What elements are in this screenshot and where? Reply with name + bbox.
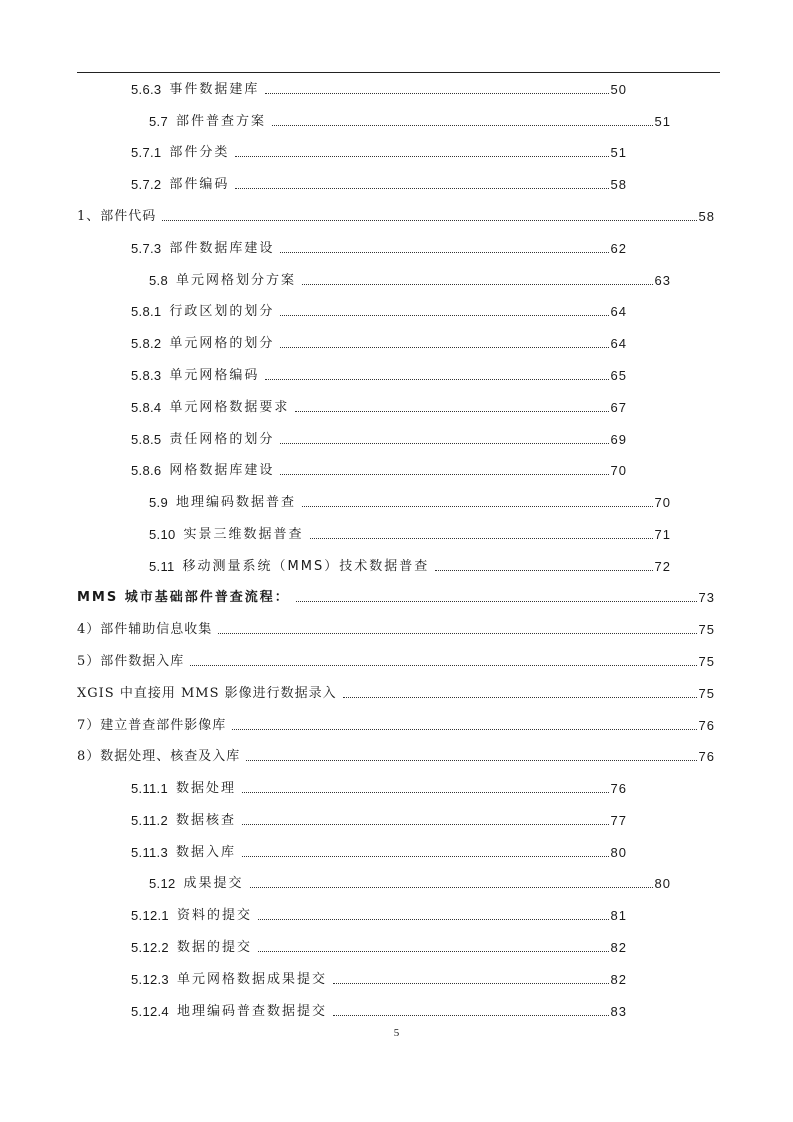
toc-dot-leader — [162, 220, 696, 221]
toc-entry[interactable] — [77, 616, 715, 638]
toc-dot-leader — [235, 156, 608, 157]
toc-entry-page: 75 — [698, 622, 715, 637]
toc-entry-number: 5.11 — [149, 559, 175, 574]
toc-entry-title: 部件分类 — [169, 145, 230, 160]
toc-entry-title: 1、部件代码 — [77, 209, 157, 224]
toc-entry[interactable] — [149, 489, 671, 511]
toc-entry-number: 5.9 — [149, 495, 168, 510]
toc-entry-number: 5.11.1 — [131, 781, 168, 796]
toc-entry-number: 5.7 — [149, 114, 168, 129]
toc-entry-number: 5.8.4 — [131, 400, 162, 415]
toc-entry-page: 50 — [610, 82, 627, 97]
toc-dot-leader — [265, 379, 608, 380]
toc-dot-leader — [280, 347, 608, 348]
toc-entry-page: 70 — [610, 463, 627, 478]
toc-entry-number: 5.10 — [149, 527, 176, 542]
toc-entry-title: 地理编码普查数据提交 — [176, 1004, 327, 1019]
toc-entry[interactable] — [131, 76, 627, 98]
toc-entry-number: 5.12.2 — [131, 940, 169, 955]
header-rule — [77, 72, 720, 73]
toc-entry-page: 77 — [610, 813, 627, 828]
toc-dot-leader — [280, 252, 608, 253]
toc-entry[interactable] — [131, 934, 627, 956]
toc-entry[interactable] — [149, 108, 671, 130]
toc-entry-title: 移动测量系统（MMS）技术数据普查 — [182, 559, 430, 574]
toc-entry-title: 部件编码 — [169, 177, 230, 192]
toc-entry-page: 69 — [610, 432, 627, 447]
toc-entry-page: 82 — [610, 940, 627, 955]
toc-dot-leader — [246, 760, 696, 761]
toc-entry[interactable] — [149, 553, 671, 575]
toc-entry-title: 事件数据建库 — [169, 82, 260, 97]
toc-entry[interactable] — [131, 139, 627, 161]
toc-dot-leader — [242, 792, 609, 793]
toc-entry-page: 64 — [610, 336, 627, 351]
toc-entry-page: 82 — [610, 972, 627, 987]
toc-entry-number: 5.8.1 — [131, 304, 162, 319]
toc-entry-title: 资料的提交 — [176, 908, 252, 923]
toc-entry-title: 数据入库 — [175, 845, 236, 860]
toc-dot-leader — [343, 697, 697, 698]
toc-entry-title: 7）建立普查部件影像库 — [77, 718, 227, 733]
toc-entry-number: 5.12.1 — [131, 908, 169, 923]
page-number: 5 — [393, 1027, 400, 1039]
toc-entry[interactable] — [131, 807, 627, 829]
toc-entry-page: 58 — [698, 209, 715, 224]
toc-entry-page: 62 — [610, 241, 627, 256]
toc-dot-leader — [232, 729, 696, 730]
toc-entry-title: 成果提交 — [183, 876, 244, 891]
toc-entry-page: 64 — [610, 304, 627, 319]
toc-entry-page: 80 — [654, 876, 671, 891]
toc-entry-title: MMS 城市基础部件普查流程： — [77, 590, 290, 605]
toc-entry-page: 51 — [654, 114, 671, 129]
toc-entry[interactable] — [131, 330, 627, 352]
toc-entry-title: 4）部件辅助信息收集 — [77, 622, 213, 637]
toc-entry-page: 58 — [610, 177, 627, 192]
toc-entry-title: 8）数据处理、核查及入库 — [77, 749, 241, 764]
toc-entry-page: 76 — [698, 749, 715, 764]
toc-dot-leader — [435, 570, 652, 571]
toc-entry[interactable] — [131, 966, 627, 988]
toc-entry-title: 单元网格划分方案 — [175, 273, 296, 288]
toc-dot-leader — [333, 1015, 609, 1016]
toc-dot-leader — [302, 284, 653, 285]
toc-entry-page: 63 — [654, 273, 671, 288]
toc-entry-number: 5.11.2 — [131, 813, 168, 828]
toc-entry-page: 75 — [698, 654, 715, 669]
toc-entry-page: 51 — [610, 145, 627, 160]
toc-entry-number: 5.7.1 — [131, 145, 162, 160]
toc-dot-leader — [218, 633, 696, 634]
toc-entry-number: 5.7.3 — [131, 241, 162, 256]
toc-entry[interactable] — [131, 775, 627, 797]
toc-entry-page: 72 — [654, 559, 671, 574]
toc-entry-page: 75 — [698, 686, 715, 701]
toc-entry-title: 单元网格的划分 — [169, 336, 275, 351]
toc-dot-leader — [242, 824, 609, 825]
toc-dot-leader — [235, 188, 608, 189]
toc-entry[interactable] — [131, 457, 627, 479]
toc-entry[interactable] — [149, 521, 671, 543]
toc-dot-leader — [250, 887, 653, 888]
toc-entry[interactable] — [131, 426, 627, 448]
toc-dot-leader — [242, 856, 609, 857]
toc-entry-title: 责任网格的划分 — [169, 432, 275, 447]
toc-entry[interactable] — [77, 712, 715, 734]
toc-entry[interactable] — [131, 171, 627, 193]
toc-entry-title: 5）部件数据入库 — [77, 654, 185, 669]
toc-entry[interactable] — [131, 839, 627, 861]
toc-dot-leader — [280, 315, 608, 316]
toc-dot-leader — [265, 93, 608, 94]
toc-entry[interactable] — [131, 902, 627, 924]
toc-entry-number: 5.6.3 — [131, 82, 162, 97]
toc-entry[interactable] — [77, 203, 715, 225]
toc-entry[interactable] — [149, 870, 671, 892]
toc-entry-title: 行政区划的划分 — [169, 304, 275, 319]
toc-entry-number: 5.11.3 — [131, 845, 168, 860]
toc-entry-number: 5.7.2 — [131, 177, 162, 192]
toc-dot-leader — [258, 951, 609, 952]
toc-entry-title: 单元网格数据成果提交 — [176, 972, 327, 987]
toc-entry-title: XGIS 中直接用 MMS 影像进行数据录入 — [77, 686, 337, 701]
toc-entry-number: 5.12.3 — [131, 972, 169, 987]
toc-entry[interactable] — [77, 648, 715, 670]
toc-dot-leader — [280, 443, 608, 444]
toc-entry-number: 5.12 — [149, 876, 176, 891]
toc-dot-leader — [258, 919, 609, 920]
toc-entry[interactable] — [131, 362, 627, 384]
toc-entry-number: 5.12.4 — [131, 1004, 169, 1019]
toc-entry-number: 5.8.3 — [131, 368, 162, 383]
toc-entry-page: 65 — [610, 368, 627, 383]
toc-entry-title: 数据核查 — [175, 813, 236, 828]
toc-entry-number: 5.8.6 — [131, 463, 162, 478]
toc-entry-title: 数据处理 — [175, 781, 236, 796]
toc-entry-title: 地理编码数据普查 — [175, 495, 296, 510]
toc-entry[interactable] — [77, 743, 715, 765]
toc-entry-page: 70 — [654, 495, 671, 510]
toc-entry-page: 81 — [610, 908, 627, 923]
toc-entry-page: 76 — [698, 718, 715, 733]
toc-entry-page: 76 — [610, 781, 627, 796]
toc-entry-page: 73 — [698, 590, 715, 605]
toc-entry[interactable] — [131, 235, 627, 257]
toc-entry[interactable] — [131, 998, 627, 1020]
toc-entry[interactable] — [77, 680, 715, 702]
toc-entry-title: 部件普查方案 — [175, 114, 266, 129]
toc-entry-page: 71 — [654, 527, 671, 542]
toc-dot-leader — [280, 474, 608, 475]
toc-entry[interactable] — [149, 267, 671, 289]
toc-dot-leader — [296, 601, 697, 602]
toc-entry-title: 网格数据库建设 — [169, 463, 275, 478]
toc-entry-title: 部件数据库建设 — [169, 241, 275, 256]
toc-entry[interactable] — [77, 584, 715, 606]
toc-entry[interactable] — [131, 394, 627, 416]
toc-entry-page: 80 — [610, 845, 627, 860]
toc-entry[interactable] — [131, 298, 627, 320]
toc-entry-page: 67 — [610, 400, 627, 415]
toc-entry-title: 数据的提交 — [176, 940, 252, 955]
toc-dot-leader — [272, 125, 653, 126]
toc-entry-number: 5.8.5 — [131, 432, 162, 447]
toc-entry-number: 5.8 — [149, 273, 168, 288]
toc-dot-leader — [333, 983, 609, 984]
toc-entry-page: 83 — [610, 1004, 627, 1019]
toc-dot-leader — [302, 506, 653, 507]
toc-entry-title: 实景三维数据普查 — [183, 527, 304, 542]
toc-dot-leader — [190, 665, 696, 666]
toc-entry-number: 5.8.2 — [131, 336, 162, 351]
toc-dot-leader — [295, 411, 608, 412]
toc-entry-title: 单元网格编码 — [169, 368, 260, 383]
toc-dot-leader — [310, 538, 653, 539]
toc-entry-title: 单元网格数据要求 — [169, 400, 290, 415]
